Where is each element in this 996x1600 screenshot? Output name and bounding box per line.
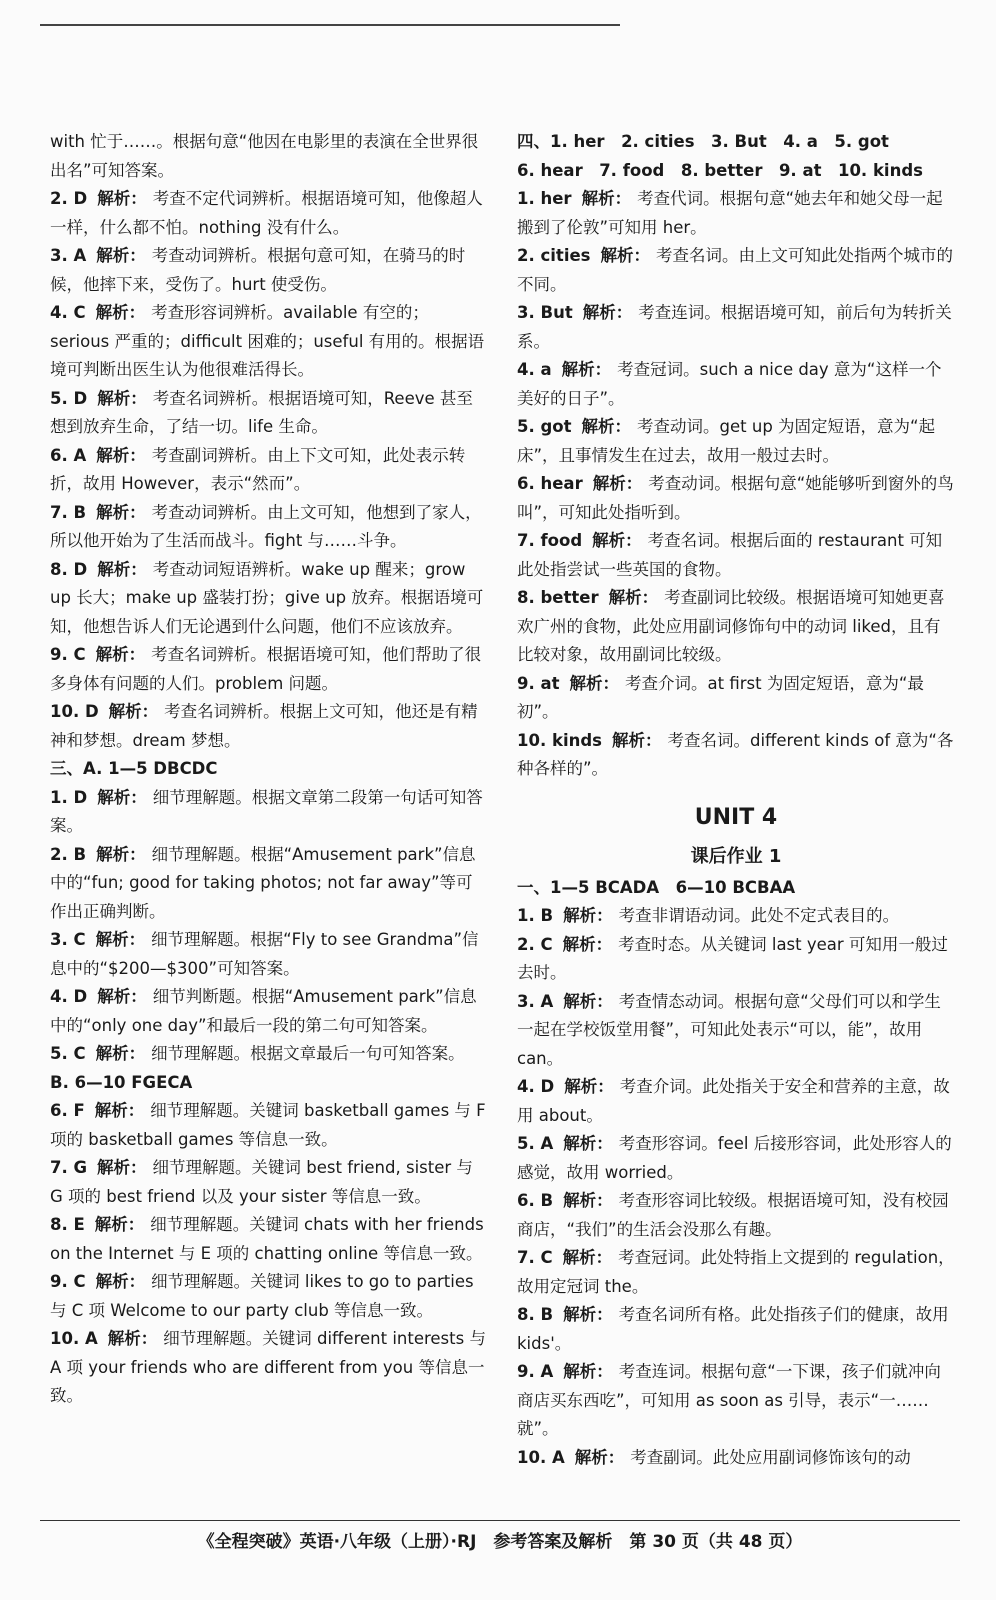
analysis-text: 考查代词。根据句意“她去年和她父母一起搬到了伦敦”可知用 her。 xyxy=(517,189,943,237)
analysis-label: 解析： xyxy=(562,934,613,954)
analysis-label: 解析： xyxy=(94,1101,145,1120)
analysis-text: 细节理解题。根据“Fly to see Grandma”信息中的“$200—$300”可知答案。 xyxy=(50,930,479,978)
analysis-text: 考查副词。此处应用副词修饰该句的动 xyxy=(630,1447,911,1467)
answer-number: 3. A xyxy=(50,246,87,265)
analysis-text: 细节理解题。根据文章第二段第一句话可知答案。 xyxy=(50,787,483,835)
answer-number: 8. better xyxy=(517,588,599,607)
analysis-text: 细节理解题。关键词 best friend, sister 与 G 项的 best friend 以及 your sister 等信息一致。 xyxy=(50,1158,473,1206)
answer-item xyxy=(50,1268,486,1325)
analysis-label: 解析： xyxy=(95,1272,146,1291)
analysis-label: 解析： xyxy=(97,559,147,579)
analysis-text: 考查不定代词辨析。根据语境可知，他像超人一样，什么都不怕。nothing 没有什么。 xyxy=(50,189,483,237)
analysis-label: 解析： xyxy=(562,1248,613,1267)
answer-number: 10. D xyxy=(50,702,99,721)
answer-item xyxy=(517,242,955,299)
analysis-label: 解析： xyxy=(563,906,613,925)
answer-number: 三、A. 1—5 DBCDC xyxy=(50,759,218,778)
answer-item xyxy=(50,926,486,983)
answer-item xyxy=(517,1130,955,1187)
analysis-text: 考查名词辨析。根据语境可知，他们帮助了很多身体有问题的人们。problem 问题。 xyxy=(50,645,482,693)
analysis-text: 考查名词。由上文可知此处指两个城市的不同。 xyxy=(517,246,953,294)
analysis-label: 解析： xyxy=(608,588,659,607)
answer-number: 8. D xyxy=(50,559,88,579)
analysis-label: 解析： xyxy=(107,1329,158,1348)
analysis-label: 解析： xyxy=(561,360,612,379)
analysis-text: 考查冠词。such a nice day 意为“这样一个美好的日子”。 xyxy=(517,360,942,408)
analysis-label: 解析： xyxy=(97,189,147,208)
analysis-label: 解析： xyxy=(95,303,146,322)
right-top-section xyxy=(517,128,955,784)
analysis-text: 考查连词。根据语境可知，前后句为转折关系。 xyxy=(517,303,952,351)
answer-item xyxy=(517,902,955,931)
answer-number: 3. But xyxy=(517,303,573,322)
analysis-label: 解析： xyxy=(95,930,146,949)
answer-item xyxy=(50,128,486,185)
answer-number: 9. C xyxy=(50,1272,86,1291)
answer-number: 7. G xyxy=(50,1158,88,1177)
answer-item xyxy=(517,670,955,727)
answer-item xyxy=(517,1444,955,1473)
answer-item xyxy=(50,499,486,556)
answer-number: 4. a xyxy=(517,360,552,379)
answer-item xyxy=(50,983,486,1040)
analysis-text: 考查冠词。此处特指上文提到的 regulation，故用定冠词 the。 xyxy=(517,1248,955,1296)
answer-item xyxy=(50,299,486,385)
analysis-label: 解析： xyxy=(96,844,146,864)
answer-number: 10. kinds xyxy=(517,730,602,750)
analysis-label: 解析： xyxy=(96,246,146,265)
answer-item xyxy=(517,356,955,413)
analysis-label: 解析： xyxy=(94,1215,145,1234)
answer-number: 5. D xyxy=(50,388,88,408)
answer-item xyxy=(517,1187,955,1244)
answer-number: 8. E xyxy=(50,1215,85,1234)
analysis-text: 考查副词比较级。根据语境可知她更喜欢广州的食物，此处应用副词修饰句中的动词 liked，且有比较对象，故用副词比较级。 xyxy=(517,588,945,664)
answer-item xyxy=(517,413,955,470)
analysis-label: 解析： xyxy=(97,388,147,408)
answer-item xyxy=(50,556,486,642)
answer-item xyxy=(517,874,955,903)
answer-number: 7. food xyxy=(517,531,583,550)
answer-item xyxy=(50,185,486,242)
answer-number: 7. C xyxy=(517,1248,553,1267)
analysis-label: 解析： xyxy=(581,189,632,208)
answer-item xyxy=(517,1073,955,1130)
analysis-label: 解析： xyxy=(564,1077,614,1096)
answer-number: 10. A xyxy=(517,1447,565,1467)
answer-number: 2. B xyxy=(50,844,87,864)
analysis-text: 细节理解题。根据文章最后一句可知答案。 xyxy=(151,1044,465,1063)
analysis-text: 考查情态动词。根据句意“父母们可以和学生一起在学校饭堂用餐”，可知此处表示“可以，能”，故用 can。 xyxy=(517,991,941,1068)
answer-number: 4. C xyxy=(50,303,86,322)
answer-item xyxy=(50,755,486,784)
answer-item xyxy=(517,128,955,157)
analysis-text: 考查名词辨析。根据上文可知，他还是有精神和梦想。dream 梦想。 xyxy=(50,702,478,750)
analysis-label: 解析： xyxy=(563,1134,613,1153)
analysis-label: 解析： xyxy=(95,1044,146,1063)
answer-item xyxy=(50,1211,486,1268)
answer-number: 6. F xyxy=(50,1101,85,1120)
answer-item xyxy=(50,784,486,841)
answer-number: 2. D xyxy=(50,189,88,208)
unit-title: UNIT 4 xyxy=(694,804,778,830)
answer-item xyxy=(50,841,486,927)
answer-number: 9. A xyxy=(517,1362,554,1381)
analysis-text: 考查形容词比较级。根据语境可知，没有校园商店，“我们”的生活会没那么有趣。 xyxy=(517,1191,949,1239)
answer-item xyxy=(50,442,486,499)
answer-item xyxy=(517,470,955,527)
answer-item xyxy=(50,242,486,299)
analysis-text: 考查动词辨析。根据句意可知，在骑马的时候，他摔下来，受伤了。hurt 使受伤。 xyxy=(50,246,466,294)
answer-number: 1. D xyxy=(50,787,88,807)
analysis-text: 考查连词。根据句意“一下课，孩子们就冲向商店买东西吃”，可知用 as soon as 引导，表示“一……就”。 xyxy=(517,1362,941,1438)
analysis-label: 解析： xyxy=(97,1158,147,1177)
analysis-label: 解析： xyxy=(600,246,650,265)
analysis-text: 细节理解题。关键词 chats with her friends on the Internet 与 E 项的 chatting online 等信息一致。 xyxy=(50,1215,484,1263)
answer-number: 7. B xyxy=(50,502,87,522)
answer-item xyxy=(517,527,955,584)
analysis-label: 解析： xyxy=(581,417,632,436)
right-column xyxy=(517,128,955,1472)
answer-item xyxy=(50,698,486,755)
answer-item xyxy=(50,1069,486,1098)
answer-number: 9. at xyxy=(517,673,560,693)
answer-item xyxy=(517,1358,955,1444)
analysis-label: 解析： xyxy=(96,502,146,522)
analysis-text: 考查非谓语动词。此处不定式表目的。 xyxy=(618,906,900,925)
answer-number: 6. A xyxy=(50,445,87,465)
analysis-text: 考查名词。根据后面的 restaurant 可知此处指尝试一些英国的食物。 xyxy=(517,531,943,579)
analysis-text: 考查介词。此处指关于安全和营养的主意，故用 about。 xyxy=(517,1077,950,1125)
analysis-label: 解析： xyxy=(95,645,146,664)
analysis-text: 细节理解题。关键词 likes to go to parties 与 C 项 Welcome to our party club 等信息一致。 xyxy=(50,1272,474,1320)
analysis-label: 解析： xyxy=(592,474,643,493)
answer-item xyxy=(517,185,955,242)
answer-item xyxy=(517,727,955,784)
analysis-text: 考查动词。根据句意“她能够听到窗外的鸟叫”，可知此处指听到。 xyxy=(517,474,954,522)
analysis-label: 解析： xyxy=(563,991,613,1011)
analysis-text: 细节理解题。关键词 basketball games 与 F 项的 basketball games 等信息一致。 xyxy=(50,1101,486,1149)
analysis-label: 解析： xyxy=(611,730,662,750)
analysis-text: 考查名词所有格。此处指孩子们的健康，故用 kids'。 xyxy=(517,1305,949,1353)
right-bottom-section xyxy=(517,874,955,1473)
answer-item xyxy=(517,931,955,988)
analysis-text: 考查动词辨析。由上文可知，他想到了家人，所以他开始为了生活而战斗。fight 与……斗争。 xyxy=(50,502,482,550)
answer-number: 3. C xyxy=(50,930,86,949)
answer-item xyxy=(50,1325,486,1411)
answer-number: 4. D xyxy=(517,1077,555,1096)
analysis-text: 细节判断题。根据“Amusement park”信息中的“only one day”和最后一段的第二句可知答案。 xyxy=(50,987,477,1035)
answer-number: 1. her xyxy=(517,189,572,208)
answer-item xyxy=(517,299,955,356)
answer-number: 6. hear xyxy=(517,474,583,493)
answer-item xyxy=(517,1301,955,1358)
answer-item xyxy=(50,1040,486,1069)
analysis-text: 考查形容词辨析。available 有空的；serious 严重的；difficult 困难的；useful 有用的。根据语境可判断出医生认为他很难活得长。 xyxy=(50,303,485,379)
section-title: 课后作业 1 xyxy=(690,845,782,867)
analysis-label: 解析： xyxy=(563,1362,613,1381)
analysis-text: 考查名词。different kinds of 意为“各种各样的”。 xyxy=(517,730,954,778)
answer-number: 5. C xyxy=(50,1044,86,1063)
analysis-text: 考查副词辨析。由上下文可知，此处表示转折，故用 However，表示“然而”。 xyxy=(50,445,466,493)
answer-number: 一、1—5 BCADA 6—10 BCBAA xyxy=(517,877,796,897)
analysis-label: 解析： xyxy=(563,1191,613,1210)
answer-item xyxy=(517,157,955,186)
answer-item xyxy=(517,584,955,670)
analysis-label: 解析： xyxy=(96,445,146,465)
answer-number: 1. B xyxy=(517,906,554,925)
answer-number: 6. hear 7. food 8. better 9. at 10. kinds xyxy=(517,160,923,180)
answer-number: 2. C xyxy=(517,934,553,954)
answer-number: 2. cities xyxy=(517,246,591,265)
answer-number: 5. got xyxy=(517,417,572,436)
answer-number: 4. D xyxy=(50,987,88,1006)
analysis-label: 解析： xyxy=(563,1305,613,1324)
analysis-text: 考查形容词。feel 后接形容词，此处形容人的感觉，故用 worried。 xyxy=(517,1134,952,1182)
answer-number: 6. B xyxy=(517,1191,554,1210)
answer-number: 5. A xyxy=(517,1134,554,1153)
answer-number: 9. C xyxy=(50,645,86,664)
analysis-text: 细节理解题。根据“Amusement park”信息中的“fun; good for taking photos; not far away”等可作出正确判断。 xyxy=(50,844,476,921)
analysis-label: 解析： xyxy=(574,1447,625,1467)
answer-item xyxy=(50,1154,486,1211)
analysis-text: 考查动词短语辨析。wake up 醒来；grow up 长大；make up 盛装打扮；give up 放弃。根据语境可知，他想告诉人们无论遇到什么问题，他们不应该放弃。 xyxy=(50,559,484,636)
answer-item xyxy=(517,988,955,1074)
analysis-text: 考查动词。get up 为固定短语，意为“起床”，且事情发生在过去，故用一般过去时。 xyxy=(517,417,936,465)
answer-item xyxy=(50,1097,486,1154)
answer-number: 8. B xyxy=(517,1305,554,1324)
analysis-label: 解析： xyxy=(569,673,620,693)
analysis-text: 考查名词辨析。根据语境可知，Reeve 甚至想到放弃生命，了结一切。life 生命。 xyxy=(50,388,473,436)
page-footer: 《全程突破》英语·八年级（上册）·RJ 参考答案及解析 第 30 页（共 48 页） xyxy=(40,1520,960,1552)
analysis-text: 考查介词。at first 为固定短语，意为“最初”。 xyxy=(517,673,924,721)
analysis-text: with 忙于……。根据句意“他因在电影里的表演在全世界很出名”可知答案。 xyxy=(50,132,479,180)
analysis-label: 解析： xyxy=(592,531,642,550)
answer-number: 3. A xyxy=(517,991,554,1011)
answer-number: 四、1. her 2. cities 3. But 4. a 5. got xyxy=(517,132,889,151)
answer-number: 10. A xyxy=(50,1329,98,1348)
analysis-text: 细节理解题。关键词 different interests 与 A 项 your friends who are different from you 等信息一致。 xyxy=(50,1329,486,1405)
analysis-label: 解析： xyxy=(97,787,147,807)
analysis-label: 解析： xyxy=(108,702,159,721)
answer-item xyxy=(50,641,486,698)
analysis-text: 考查时态。从关键词 last year 可知用一般过去时。 xyxy=(517,934,948,982)
answer-item xyxy=(517,1244,955,1301)
top-rule xyxy=(40,24,620,26)
analysis-label: 解析： xyxy=(97,987,147,1006)
answer-number: B. 6—10 FGECA xyxy=(50,1072,193,1092)
analysis-label: 解析： xyxy=(582,303,633,322)
answer-item xyxy=(50,385,486,442)
left-column xyxy=(50,128,486,1411)
